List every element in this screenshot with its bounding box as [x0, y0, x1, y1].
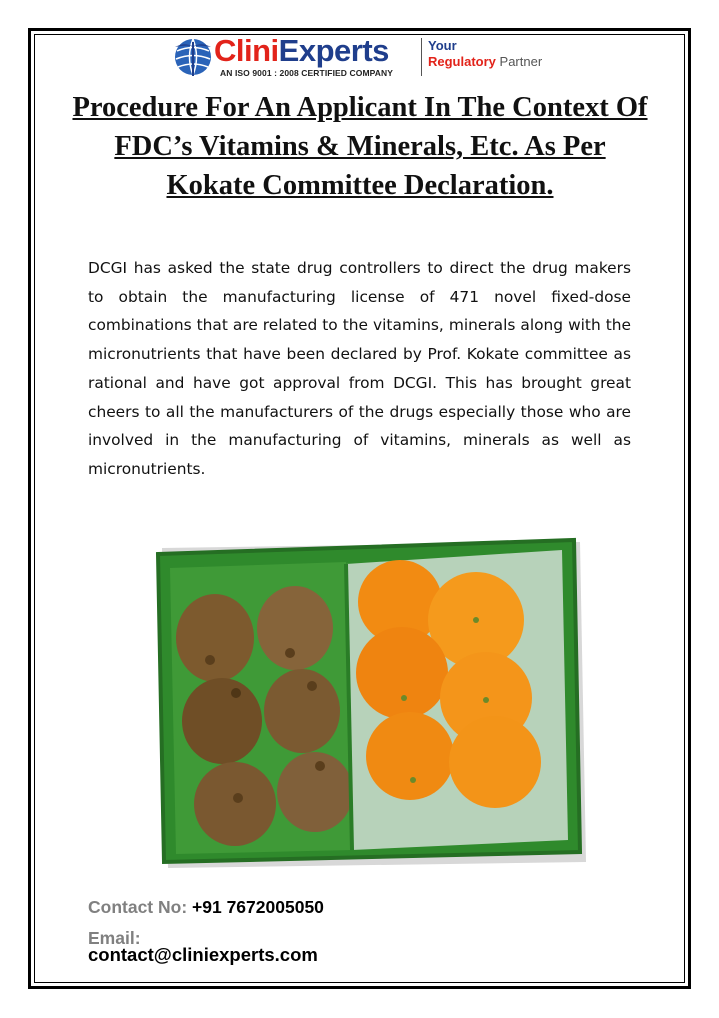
document-title: Procedure For An Applicant In The Context Of FDC’s Vitamins & Minerals, Etc. As Per Kokate Committee Declaration. — [72, 92, 648, 201]
contact-email-label: Email: — [88, 928, 141, 948]
fruit-tray-photo — [140, 528, 586, 868]
tagline-regulatory-partner — [428, 54, 542, 69]
company-logo — [172, 33, 552, 82]
kiwi-fruits — [176, 586, 353, 846]
contact-phone-value: +91 7672005050 — [192, 897, 324, 917]
body-paragraph: DCGI has asked the state drug controllers to direct the drug makers to obtain the manufacturing license of 471 novel fixed-dose combinations that are related to the vitamins, minerals along with the micronutrients that have been declared by Prof. Kokate committee as rational and have got approval from DCGI. This has brought great cheers to all the manufacturers of the drugs especially those who are involved in the manufacturing of vitamins, minerals as well as micronutrients. — [88, 259, 631, 478]
orange-fruits — [356, 560, 541, 808]
tagline-partner: Partner — [499, 54, 543, 69]
brand-name — [214, 33, 389, 69]
tagline-your: Your — [428, 38, 457, 53]
certification-text: AN ISO 9001 : 2008 CERTIFIED COMPANY — [220, 68, 394, 78]
brand-name-clini: Clini — [214, 33, 279, 68]
contact-phone-label: Contact No: — [88, 897, 188, 917]
contact-email-value: contact@cliniexperts.com — [88, 944, 318, 965]
contact-phone — [88, 897, 324, 918]
tagline-regulatory: Regulatory — [428, 54, 496, 69]
logo-divider — [421, 38, 422, 76]
globe-caduceus-icon — [172, 36, 214, 78]
brand-name-experts: Experts — [278, 33, 389, 68]
